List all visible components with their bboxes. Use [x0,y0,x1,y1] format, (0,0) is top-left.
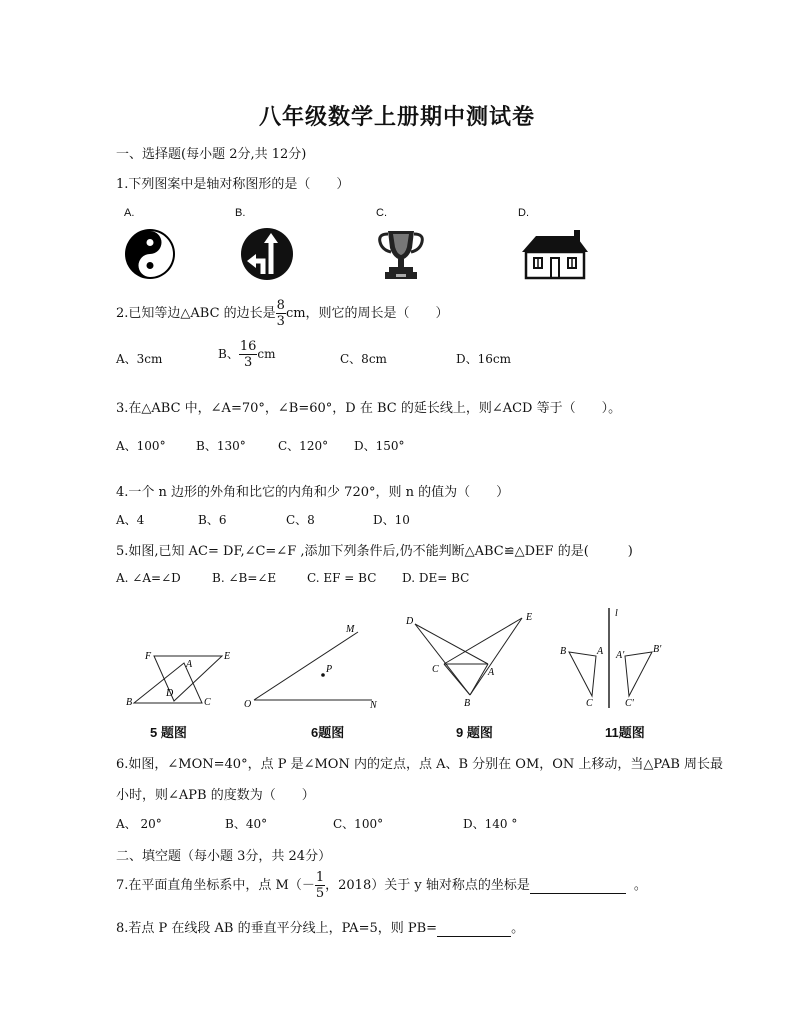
q6-option-a: A、 20° [116,817,162,831]
question-8-stem: 8.若点 P 在线段 AB 的垂直平分线上，PA=5，则 PB= 。 [116,921,525,936]
q4-option-c: C、8 [286,513,315,527]
question-6-line2: 小时，则∠APB 的度数为（ ） [116,788,315,803]
fig6-label: M [346,624,355,635]
fig11-label: B [560,646,567,657]
q2-option-a: A、3cm [116,352,163,366]
q2-option-c: C、8cm [340,352,387,366]
fraction-16-3: $\frac{16}{3}$ [239,339,257,370]
q6-option-d: D、140 ° [463,817,518,831]
question-6-line1: 6.如图，∠MON=40°，点 P 是∠MON 内的定点，点 A、B 分别在 OM，ON 上移动，当△PAB 周长最 [116,757,724,772]
question-7-stem: 7.在平面直角坐标系中，点 M（－ $\frac{1}{5}$ ，2018）关于 y 轴对称点的坐标是 。 [116,870,647,901]
fig11-label: B' [653,644,662,655]
turn-arrows-icon [240,227,294,281]
caption-fig6: 6题图 [311,725,345,740]
fig9-label: B [464,698,471,709]
figure-5-diagram [122,645,237,715]
figure-9-diagram [400,608,545,710]
trophy-icon [376,228,426,280]
q2-option-b: B、 $\frac{16}{3}$ cm [218,339,276,370]
fig9-label: E [526,612,533,623]
fig9-label: C [432,664,439,675]
fig6-label: O [244,699,252,710]
q3-option-b: B、130° [196,439,246,453]
yin-yang-icon [124,228,176,280]
q7-answer-blank[interactable] [530,878,626,894]
q1-option-a-label: A. [124,207,135,219]
q5-option-c: C. EF = BC [307,571,377,585]
fig9-label: D [406,616,414,627]
fig5-label: E [224,651,231,662]
figure-11-diagram [558,604,668,710]
q1-option-d-label: D. [518,207,529,219]
section-heading-choice: 一、选择题(每小题 2分,共 12分) [116,147,307,162]
q5-option-b: B. ∠B=∠E [212,571,277,585]
q4-option-b: B、6 [198,513,227,527]
fig5-label: A [186,659,193,670]
caption-fig5: 5 题图 [150,725,187,740]
fig5-label: F [145,651,152,662]
question-3-stem: 3.在△ABC 中，∠A=70°，∠B=60°，D 在 BC 的延长线上，则∠ACD 等于（ ）。 [116,401,622,416]
q4-option-a: A、4 [116,513,145,527]
q5-option-d: D. DE= BC [402,571,470,585]
fig11-label: C' [625,698,634,709]
question-2-stem: 2.已知等边△ABC 的边长是 $\frac{8}{3}$ cm，则它的周长是（ ） [116,298,449,329]
q3-option-a: A、100° [116,439,166,453]
q4-option-d: D、10 [373,513,410,527]
q6-option-c: C、100° [333,817,384,831]
fig6-label: N [370,700,377,711]
fig5-label: B [126,697,133,708]
section-heading-fill: 二、填空题（每小题 3分，共 24分） [116,849,332,864]
q8-answer-blank[interactable] [437,921,511,937]
q1-option-c-label: C. [376,207,387,219]
fig11-label: A' [616,650,625,661]
fig5-label: C [204,697,211,708]
question-5-stem: 5.如图,已知 AC= DF,∠C=∠F ,添加下列条件后,仍不能判断△ABC≌△DEF 的是( ) [116,544,633,559]
q2-option-d: D、16cm [456,352,511,366]
page-title: 八年级数学上册期中测试卷 [258,104,535,130]
q6-option-b: B、40° [225,817,268,831]
q3-option-c: C、120° [278,439,329,453]
q1-option-b-label: B. [235,207,246,219]
fraction-8-3: $\frac{8}{3}$ [276,298,285,329]
caption-fig11: 11题图 [605,725,645,740]
fraction-1-5: $\frac{1}{5}$ [315,870,325,901]
fig11-label: A [597,646,604,657]
fig11-label: C [586,698,593,709]
question-1-stem: 1.下列图案中是轴对称图形的是（ ） [116,177,350,192]
fig11-label: l [615,608,618,619]
q5-option-a: A. ∠A=∠D [116,571,181,585]
q3-option-d: D、150° [354,439,405,453]
fig9-label: A [488,667,495,678]
figure-6-diagram [240,620,380,712]
fig5-label: D [166,688,174,699]
house-icon [520,228,590,280]
fig6-label: P [326,664,333,675]
caption-fig9: 9 题图 [456,725,493,740]
question-4-stem: 4.一个 n 边形的外角和比它的内角和少 720°，则 n 的值为（ ） [116,485,510,500]
